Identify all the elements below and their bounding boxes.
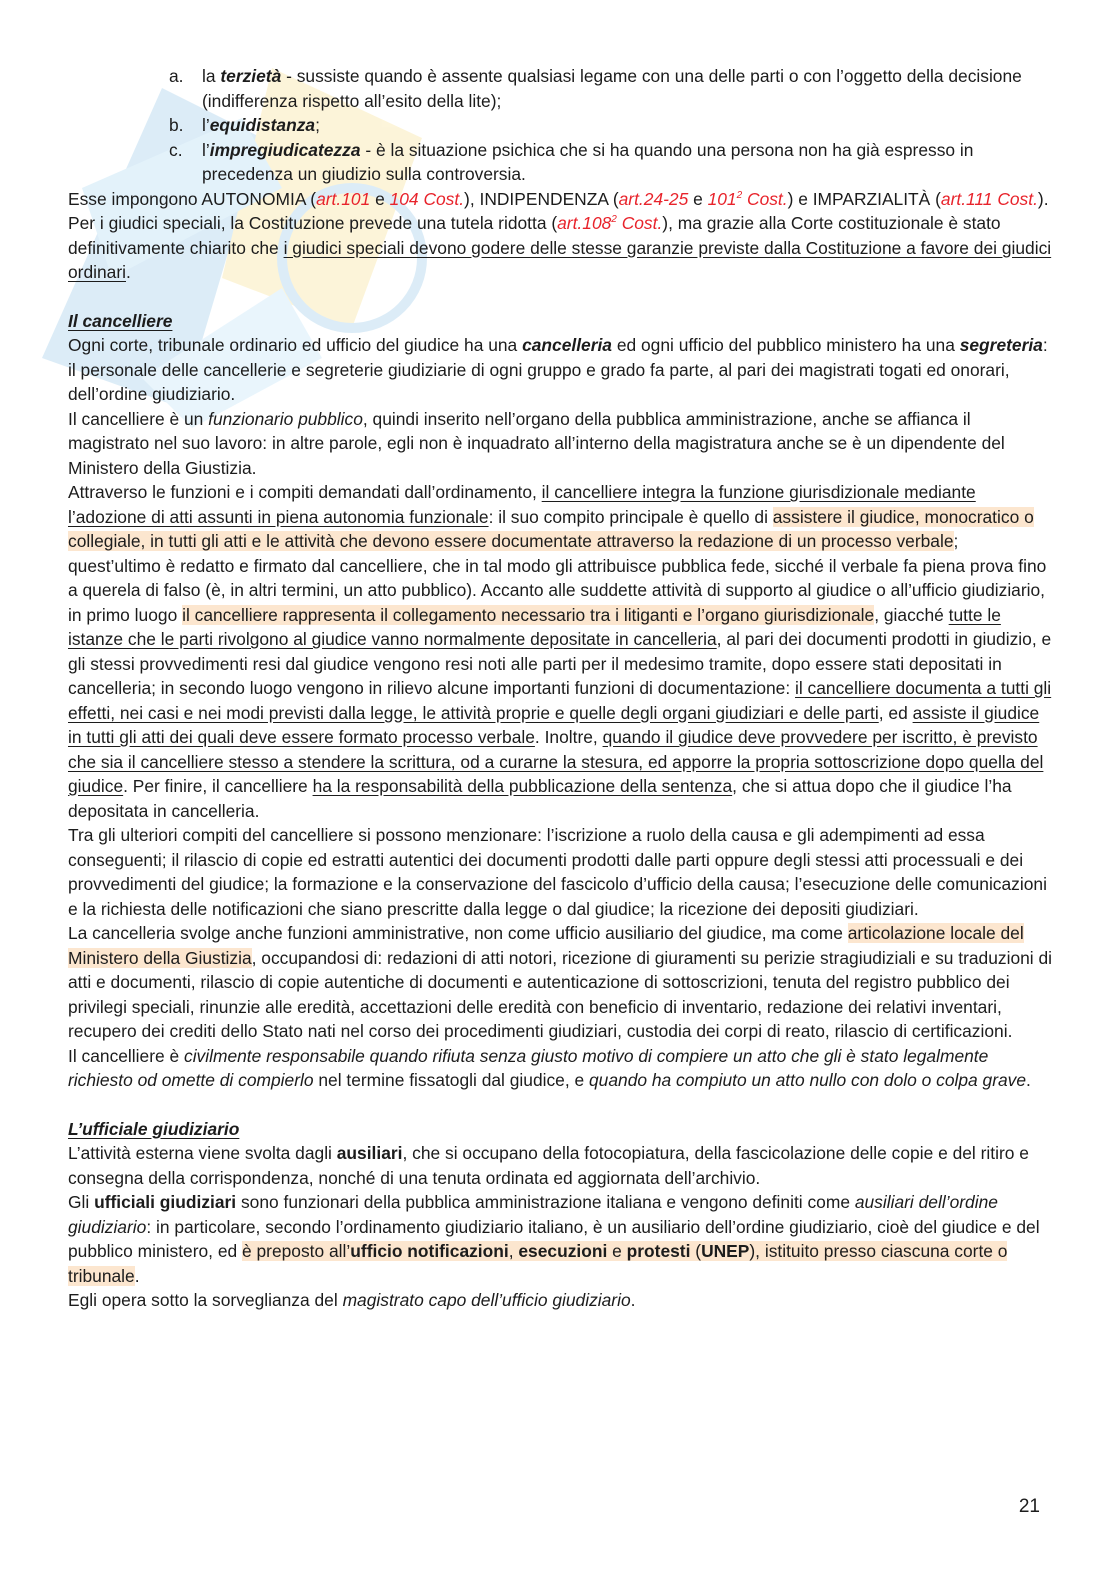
- list-item: c. l’impregiudicatezza - è la situazione psichica che si ha quando una persona non ha già espresso in precedenza un giudizio sulla controversia.: [169, 139, 974, 184]
- highlight: il cancelliere rappresenta il collegamento necessario tra i litiganti e l’organo giurisdizionale: [182, 604, 875, 625]
- list-term: equidistanza: [209, 115, 316, 135]
- paragraph: La cancelleria svolge anche funzioni amministrative, non come ufficio ausiliario del giudice, ma come articolazione locale del Ministero della Giustizia, occupandosi di: redazioni di atti notori, ricezione di giuramenti su perizie stragiudiziali e su traduzioni di atti e documenti, rilascio di copie autentiche di documenti e autenticazione di sottoscrizioni, tenuta del registro pubblico dei privilegi speciali, rinunzie alle eredità, accettazioni delle eredità con beneficio di inventario, redazione dei relativi inventari, recupero dei crediti dello Stato nati nel corso dei procedimenti giudiziari, custodia dei corpi di reato, rilascio di certificazioni.: [68, 923, 1053, 1041]
- highlight: articolazione locale del Ministero della Giustizia: [68, 923, 1024, 968]
- section-heading-cancelliere: Il cancelliere: [68, 310, 173, 331]
- paragraph: Il cancelliere è un funzionario pubblico, quindi inserito nell’organo della pubblica amministrazione, anche se affianca il magistrato nel suo lavoro: in altre parole, egli non è inquadrato all’interno della magistratura anche se è un dipendente del Ministero della Giustizia.: [68, 408, 1005, 478]
- paragraph: Attraverso le funzioni e i compiti demandati dall’ordinamento, il cancelliere integra la funzione giurisdizionale mediante l’adozione di atti assunti in piena autonomia funzionale: il suo compito principale è quello di assistere il giudice, monocratico o collegiale, in tutti gli atti e le attività che devono essere documentate attraverso la redazione di un processo verbale; quest’ultimo è redatto e firmato dal cancelliere, che in tal modo gli attribuisce pubblica fede, sicché il verbale fa piena prova fino a querela di falso (è, in altri termini, un atto pubblico). Accanto alle suddette attività di supporto al giudice o all’ufficio giudiziario, in primo luogo il cancelliere rappresenta il collegamento necessario tra i litiganti e l’organo giurisdizionale, giacché tutte le istanze che le parti rivolgono al giudice vanno normalmente depositate in cancelleria, al pari dei documenti prodotti in giudizio, e gli stessi provvedimenti resi dal giudice vengono resi noti alle parti per il medesimo tramite, dopo essere stati depositati in cancelleria; in secondo luogo vengono in rilievo alcune importanti funzioni di documentazione: il cancelliere documenta a tutti gli effetti, nei casi e nei modi previsti dalla legge, le attività proprie e quelle degli organi giudiziari e delle parti, ed assiste il giudice in tutti gli atti dei quali deve essere formato processo verbale. Inoltre, quando il giudice deve provvedere per iscritto, è previsto che sia il cancelliere stesso a stendere la scrittura, od a curarne la stesura, ed apporre la propria sottoscrizione dopo quella del giudice. Per finire, il cancelliere ha la responsabilità della pubblicazione della sentenza, che si attua dopo che il giudice l’ha depositata in cancelleria.: [68, 482, 1052, 821]
- highlight: è preposto all’ufficio notificazioni, esecuzioni e protesti (UNEP), istituito presso ciascuna corte o tribunale: [68, 1241, 1008, 1286]
- list-term: terzietà: [220, 66, 282, 86]
- paragraph: Egli opera sotto la sorveglianza del magistrato capo dell’ufficio giudiziario.: [68, 1290, 636, 1310]
- article-reference: art.24-25: [618, 188, 689, 209]
- article-reference: art.108$^2$ Cost.: [557, 213, 663, 233]
- paragraph: Gli ufficiali giudiziari sono funzionari della pubblica amministrazione italiana e vengono definiti come ausiliari dell’ordine giudiziario: in particolare, secondo l’ordinamento giudiziario italiano, è un ausiliario dell’ordine giudiziario, cioè del giudice e del pubblico ministero, ed è preposto all’ufficio notificazioni, esecuzioni e protesti (UNEP), istituito presso ciascuna corte o tribunale.: [68, 1192, 1040, 1286]
- article-reference: 104 Cost.: [389, 188, 465, 209]
- article-reference: art.111 Cost.: [940, 188, 1038, 209]
- paragraph: L’attività esterna viene svolta dagli ausiliari, che si occupano della fotocopiatura, della fascicolazione delle copie e del ritiro e consegna della corrispondenza, nonché di una tenuta ordinata ed aggiornata dell’archivio.: [68, 1143, 1029, 1188]
- document-page: [68, 64, 1053, 1313]
- principles-paragraph: Esse impongono AUTONOMIA (art.101 e 104 Cost.), INDIPENDENZA (art.24-25 e $101^2$ Cost.) e IMPARZIALITÀ (art.111 Cost.).: [68, 188, 1049, 209]
- article-reference: $101^2$ Cost.: [707, 188, 788, 209]
- highlight: assistere il giudice, monocratico o collegiale, in tutti gli atti e le attività che devono essere documentate attraverso la redazione di un processo verbale: [68, 506, 1034, 551]
- page-number: 21: [1018, 1496, 1040, 1517]
- list-term: impregiudicatezza: [209, 139, 361, 160]
- list-item: a. la terzietà - sussiste quando è assente qualsiasi legame con una delle parti o con l’oggetto della decisione (indifferenza rispetto all’esito della lite);: [169, 66, 1022, 111]
- section-heading-ufficiale: L’ufficiale giudiziario: [68, 1118, 240, 1139]
- special-judges-paragraph: Per i giudici speciali, la Costituzione prevede una tutela ridotta (art.108$^2$ Cost.), ma grazie alla Corte costituzionale è stato definitivamente chiarito che i giudici speciali devono godere delle stesse garanzie previste dalla Costituzione a favore dei giudici ordinari.: [68, 213, 1052, 282]
- paragraph: Il cancelliere è civilmente responsabile quando rifiuta senza giusto motivo di compiere un atto che gli è stato legalmente richiesto od omette di compierlo nel termine fissatogli dal giudice, e quando ha compiuto un atto nullo con dolo o colpa grave.: [68, 1045, 1031, 1090]
- article-reference: art.101: [316, 188, 371, 209]
- list-item: b. l’equidistanza;: [169, 115, 320, 135]
- paragraph: Ogni corte, tribunale ordinario ed ufficio del giudice ha una cancelleria ed ogni ufficio del pubblico ministero ha una segreteria: il personale delle cancellerie e segreterie giudiziarie di ogni gruppo e grado fa parte, al pari dei magistrati togati ed onorari, dell’ordine giudiziario.: [68, 335, 1048, 404]
- qualities-list: [68, 64, 1053, 187]
- paragraph: Tra gli ulteriori compiti del cancelliere si possono menzionare: l’iscrizione a ruolo della causa e gli adempimenti ad essa conseguenti; il rilascio di copie ed estratti autentici dei documenti prodotti dalle parti oppure degli stessi atti processuali e dei provvedimenti del giudice; la formazione e la conservazione del fascicolo d’ufficio della causa; l’esecuzione delle comunicazioni e la richiesta delle notificazioni che siano prescritte dalla legge o dal giudice; la ricezione dei depositi giudiziari.: [68, 825, 1047, 919]
